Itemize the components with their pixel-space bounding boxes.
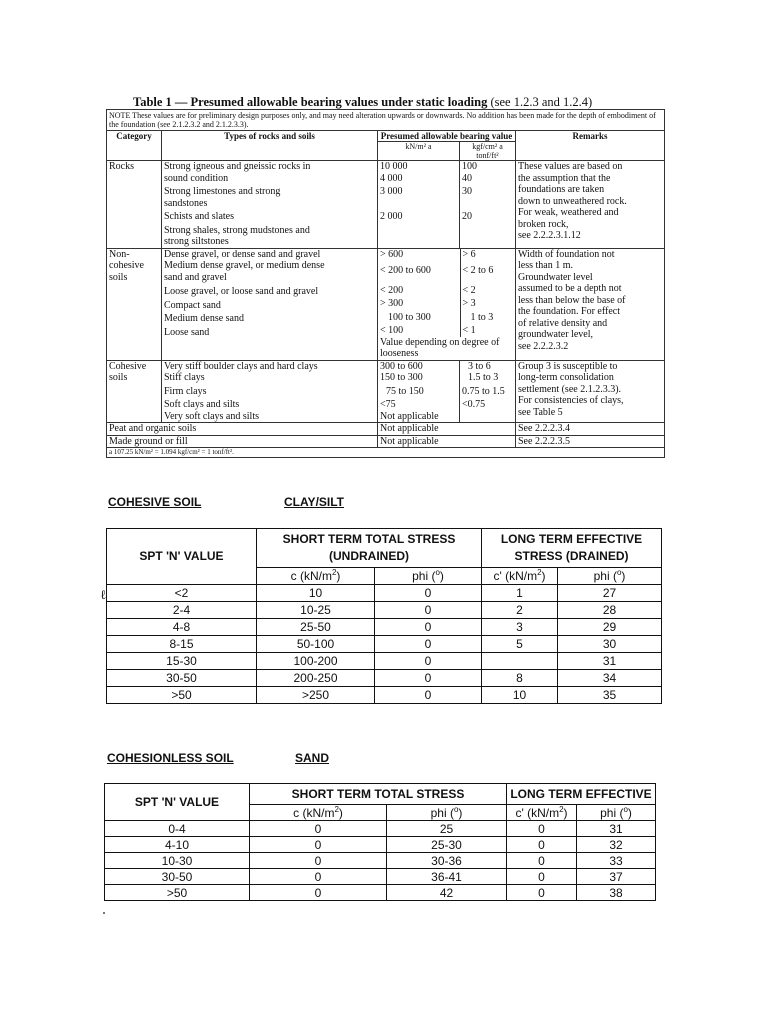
noncohesive-values bbox=[378, 248, 516, 360]
rock-type: sandstones bbox=[164, 197, 208, 209]
cohesive-types bbox=[162, 360, 378, 423]
table-row bbox=[107, 602, 662, 619]
phi-eff-header: phi ($^o$) bbox=[558, 568, 662, 585]
header-types: Types of rocks and soils bbox=[162, 131, 378, 161]
soil-type: Very stiff boulder clays and hard clays bbox=[164, 360, 318, 372]
value: > 3 bbox=[462, 298, 476, 309]
table-row bbox=[107, 585, 662, 602]
phi-eff-value: 30 bbox=[558, 636, 662, 653]
c-eff-value: 0 bbox=[507, 821, 577, 837]
rock-type: Schists and slates bbox=[164, 211, 234, 222]
scan-speck bbox=[103, 912, 105, 914]
remark-line: Groundwater level bbox=[518, 271, 593, 283]
cohesive-remarks bbox=[516, 360, 665, 423]
c-eff-header-text: c' (kN/m bbox=[515, 805, 560, 820]
category-line: soils bbox=[109, 372, 128, 383]
noncohesive-depending: Value depending on degree of looseness bbox=[380, 336, 500, 359]
soil-type: Soft clays and silts bbox=[164, 399, 240, 410]
noncohesive-types bbox=[162, 248, 378, 360]
value: > 6 bbox=[462, 248, 476, 260]
value: 100 bbox=[462, 161, 477, 172]
table-row bbox=[107, 619, 662, 636]
phi-header: phi ($^o$) bbox=[387, 805, 507, 821]
table1-title bbox=[133, 95, 592, 110]
c-eff-value: 0 bbox=[507, 853, 577, 869]
c-eff-value: 1 bbox=[482, 585, 558, 602]
c-value: 50-100 bbox=[257, 636, 375, 653]
rocks-category: Rocks bbox=[107, 161, 162, 249]
noncohesive-category bbox=[107, 248, 162, 360]
soil-type: Stiff clays bbox=[164, 372, 205, 383]
cohesive-soil-heading: COHESIVE SOIL bbox=[108, 495, 202, 509]
value: < 200 bbox=[380, 284, 404, 296]
noncohesive-kgf bbox=[460, 249, 516, 337]
phi-eff-value: 28 bbox=[558, 602, 662, 619]
soil-type: Firm clays bbox=[164, 385, 207, 397]
remark-line: assumed to be a depth not bbox=[518, 283, 622, 294]
remark-line: For consistencies of clays, bbox=[518, 395, 624, 406]
made-ground-value: Not applicable bbox=[378, 435, 516, 448]
spt-value: 4-10 bbox=[105, 837, 250, 853]
value: 300 to 600 bbox=[380, 360, 423, 372]
value: > 300 bbox=[380, 298, 404, 309]
cohesive-kn bbox=[378, 360, 460, 423]
remark-line: long-term consolidation bbox=[518, 372, 614, 383]
value: 75 to 150 bbox=[386, 385, 424, 397]
remark-line: Group 3 is susceptible to bbox=[518, 360, 618, 372]
value: < 2 to 6 bbox=[462, 265, 494, 276]
spt-value: 4-8 bbox=[107, 619, 257, 636]
value: < 200 to 600 bbox=[380, 265, 431, 276]
spt-value: 2-4 bbox=[107, 602, 257, 619]
sand-heading: SAND bbox=[295, 751, 330, 765]
phi-eff-value: 31 bbox=[558, 653, 662, 670]
soil-type: Loose gravel, or loose sand and gravel bbox=[164, 286, 319, 297]
soil-type: Medium dense sand bbox=[164, 313, 244, 324]
rock-type: Strong igneous and gneissic rocks in bbox=[164, 161, 311, 172]
c-eff-header: c' $(kN/m^2)$ bbox=[482, 568, 558, 585]
phi-value: 0 bbox=[375, 653, 482, 670]
table-row bbox=[107, 653, 662, 670]
noncohesive-kn bbox=[378, 249, 460, 337]
cohesionless-soil-heading: COHESIONLESS SOIL bbox=[107, 751, 234, 765]
value: 3 000 bbox=[380, 186, 403, 197]
remark-line: see 2.2.2.3.2 bbox=[518, 340, 569, 352]
remark-line: groundwater level, bbox=[518, 329, 593, 340]
table-row bbox=[105, 821, 656, 837]
spt-value: 15-30 bbox=[107, 653, 257, 670]
c-value: 0 bbox=[250, 821, 387, 837]
remark-line: of relative density and bbox=[518, 317, 608, 329]
soil-type: Loose sand bbox=[164, 326, 210, 338]
phi-value: 0 bbox=[375, 602, 482, 619]
bearing-values-table bbox=[106, 109, 665, 458]
peat-row bbox=[107, 423, 665, 436]
rocks-types bbox=[162, 161, 378, 249]
value: < 2 bbox=[462, 284, 476, 296]
header-presumed: Presumed allowable bearing value bbox=[378, 131, 516, 142]
c-value: 25-50 bbox=[257, 619, 375, 636]
spt-value: 0-4 bbox=[105, 821, 250, 837]
value: 1.5 to 3 bbox=[468, 372, 499, 383]
peat-value: Not applicable bbox=[378, 423, 516, 436]
value: 30 bbox=[462, 186, 472, 197]
phi-value: 0 bbox=[375, 687, 482, 704]
remark-line: see Table 5 bbox=[518, 406, 563, 418]
phi-value: 42 bbox=[387, 885, 507, 901]
value: 20 bbox=[462, 210, 472, 222]
cohesionless-soil-table bbox=[104, 783, 656, 901]
value: 2 000 bbox=[380, 210, 403, 222]
c-header-text: c (kN/m bbox=[293, 805, 335, 820]
value: 10 000 bbox=[380, 161, 408, 172]
value: <75 bbox=[380, 399, 396, 410]
phi-value: 25-30 bbox=[387, 837, 507, 853]
spt-value: <2 bbox=[107, 585, 257, 602]
table-row bbox=[107, 636, 662, 653]
table-row bbox=[105, 837, 656, 853]
noncohesive-row bbox=[107, 248, 665, 360]
table-row bbox=[105, 869, 656, 885]
header-unit-kgf: kgf/cm² a tonf/ft² bbox=[460, 142, 516, 161]
phi-value: 36-41 bbox=[387, 869, 507, 885]
c-eff-value: 2 bbox=[482, 602, 558, 619]
soil-type: Very soft clays and silts bbox=[164, 410, 259, 422]
c-value: 10 bbox=[257, 585, 375, 602]
c-eff-value: 5 bbox=[482, 636, 558, 653]
rocks-kgf bbox=[460, 161, 516, 249]
soil-type: Compact sand bbox=[164, 299, 221, 311]
category-line: Non- bbox=[109, 248, 130, 260]
value: 4 000 bbox=[380, 172, 403, 184]
value: 3 to 6 bbox=[468, 360, 491, 372]
category-line: Cohesive bbox=[109, 360, 147, 372]
remark-line: less than below the base of bbox=[518, 294, 626, 306]
phi-eff-value: 32 bbox=[577, 837, 656, 853]
c-eff-value: 8 bbox=[482, 670, 558, 687]
phi-eff-value: 34 bbox=[558, 670, 662, 687]
remark-line: settlement (see 2.1.2.3.3). bbox=[518, 383, 622, 395]
rock-type: sound condition bbox=[164, 172, 229, 184]
c-header: c $(kN/m^2)$ bbox=[257, 568, 375, 585]
c-eff-value: 3 bbox=[482, 619, 558, 636]
c-header-text: c (kN/m bbox=[290, 569, 332, 583]
spt-value: >50 bbox=[107, 687, 257, 704]
remark-line: These values are based on bbox=[518, 161, 623, 172]
phi-value: 25 bbox=[387, 821, 507, 837]
category-line: soils bbox=[109, 271, 128, 283]
phi-value: 0 bbox=[375, 619, 482, 636]
phi-eff-header: phi ($^o$) bbox=[577, 805, 656, 821]
short-term-header: SHORT TERM TOTAL STRESS bbox=[250, 784, 507, 805]
peat-label: Peat and organic soils bbox=[107, 423, 378, 436]
value: < 1 bbox=[462, 325, 476, 336]
c-value: 0 bbox=[250, 885, 387, 901]
table-row bbox=[105, 853, 656, 869]
c-value: >250 bbox=[257, 687, 375, 704]
phi-eff-value: 35 bbox=[558, 687, 662, 704]
phi-value: 0 bbox=[375, 636, 482, 653]
value: < 100 bbox=[380, 325, 404, 336]
c-value: 0 bbox=[250, 853, 387, 869]
c-eff-header-text: c' (kN/m bbox=[493, 569, 538, 583]
noncohesive-remarks bbox=[516, 248, 665, 360]
header-unit-kn: kN/m² a bbox=[378, 142, 460, 161]
c-value: 200-250 bbox=[257, 670, 375, 687]
phi-eff-value: 38 bbox=[577, 885, 656, 901]
spt-value: 30-50 bbox=[105, 869, 250, 885]
c-eff-value bbox=[482, 653, 558, 670]
long-term-header: LONG TERM EFFECTIVE bbox=[507, 784, 656, 805]
cohesive-category bbox=[107, 360, 162, 423]
spt-value: 30-50 bbox=[107, 670, 257, 687]
spt-header: SPT 'N' VALUE bbox=[105, 784, 250, 821]
category-line: cohesive bbox=[109, 260, 144, 271]
table1-footnote: a 107.25 kN/m² = 1.094 kgf/cm² = 1 tonf/ft². bbox=[107, 448, 665, 458]
phi-eff-value: 37 bbox=[577, 869, 656, 885]
made-ground-row bbox=[107, 435, 665, 448]
phi-value: 30-36 bbox=[387, 853, 507, 869]
made-ground-remark: See 2.2.2.3.5 bbox=[516, 435, 665, 448]
value: 100 to 300 bbox=[388, 311, 431, 323]
remark-line: the foundation. For effect bbox=[518, 306, 621, 317]
c-eff-value: 0 bbox=[507, 837, 577, 853]
remark-line: the assumption that the bbox=[518, 172, 611, 184]
c-eff-value: 0 bbox=[507, 869, 577, 885]
phi-eff-value: 29 bbox=[558, 619, 662, 636]
c-value: 0 bbox=[250, 869, 387, 885]
rocks-kn bbox=[378, 161, 460, 249]
phi-header-text: phi ( bbox=[412, 569, 436, 583]
phi-value: 0 bbox=[375, 670, 482, 687]
phi-header-text: phi ( bbox=[430, 805, 454, 820]
remark-line: see 2.2.2.3.1.12 bbox=[518, 230, 581, 241]
c-value: 10-25 bbox=[257, 602, 375, 619]
rocks-remarks bbox=[516, 161, 665, 249]
table1-title-ref: (see 1.2.3 and 1.2.4) bbox=[487, 95, 593, 109]
c-header: c $(kN/m^2)$ bbox=[250, 805, 387, 821]
value: Not applicable bbox=[380, 410, 439, 422]
remark-line: less than 1 m. bbox=[518, 260, 573, 271]
table-row bbox=[107, 687, 662, 704]
table-row bbox=[107, 670, 662, 687]
value: 40 bbox=[462, 172, 472, 184]
phi-eff-header-text: phi ( bbox=[600, 805, 624, 820]
c-value: 0 bbox=[250, 837, 387, 853]
remark-line: down to unweathered rock. bbox=[518, 195, 627, 207]
short-term-header: SHORT TERM TOTAL STRESS (UNDRAINED) bbox=[257, 529, 482, 568]
soil-type: sand and gravel bbox=[164, 271, 227, 283]
remark-line: Width of foundation not bbox=[518, 248, 615, 260]
value: 150 to 300 bbox=[380, 372, 423, 383]
rocks-row bbox=[107, 161, 665, 249]
remark-line: foundations are taken bbox=[518, 184, 605, 195]
rock-type: Strong shales, strong mudstones and bbox=[164, 224, 310, 236]
clay-silt-heading: CLAY/SILT bbox=[284, 495, 345, 509]
remark-line: For weak, weathered and bbox=[518, 207, 619, 218]
c-eff-value: 10 bbox=[482, 687, 558, 704]
header-category: Category bbox=[107, 131, 162, 161]
table1-title-bold: Table 1 — Presumed allowable bearing values under static loading bbox=[133, 95, 488, 109]
phi-eff-value: 31 bbox=[577, 821, 656, 837]
c-value: 100-200 bbox=[257, 653, 375, 670]
long-term-header: LONG TERM EFFECTIVE STRESS (DRAINED) bbox=[482, 529, 662, 568]
margin-mark: ℓ bbox=[100, 587, 107, 602]
value: 1 to 3 bbox=[470, 311, 494, 323]
c-eff-value: 0 bbox=[507, 885, 577, 901]
table-row bbox=[105, 885, 656, 901]
phi-header: phi ($^o$) bbox=[375, 568, 482, 585]
soil-type: Dense gravel, or dense sand and gravel bbox=[164, 248, 321, 260]
cohesive-row bbox=[107, 360, 665, 423]
value: 0.75 to 1.5 bbox=[462, 385, 505, 397]
peat-remark: See 2.2.2.3.4 bbox=[516, 423, 665, 436]
header-remarks: Remarks bbox=[516, 131, 665, 161]
spt-value: >50 bbox=[105, 885, 250, 901]
phi-value: 0 bbox=[375, 585, 482, 602]
phi-eff-header-text: phi ( bbox=[593, 569, 617, 583]
rock-type: Strong limestones and strong bbox=[164, 186, 281, 197]
noncohesive-values-grid bbox=[378, 249, 516, 360]
phi-eff-value: 27 bbox=[558, 585, 662, 602]
cohesive-kgf bbox=[460, 360, 516, 423]
made-ground-label: Made ground or fill bbox=[107, 435, 378, 448]
value: > 600 bbox=[380, 248, 404, 260]
remark-line: broken rock, bbox=[518, 218, 569, 230]
spt-header: SPT 'N' VALUE bbox=[107, 529, 257, 585]
cohesive-soil-table bbox=[106, 528, 662, 704]
soil-type: Medium dense gravel, or medium dense bbox=[164, 260, 325, 271]
spt-value: 10-30 bbox=[105, 853, 250, 869]
value: <0.75 bbox=[462, 399, 486, 410]
c-eff-header: c' $(kN/m^2)$ bbox=[507, 805, 577, 821]
rock-type: strong siltstones bbox=[164, 236, 229, 247]
table1-note: NOTE These values are for preliminary design purposes only, and may need alteration upwards or downwards. No addition has been made for the depth of embodiment of the foundation (see 2.1.2.3.2 and 2.1.2.3.3). bbox=[107, 110, 665, 131]
phi-eff-value: 33 bbox=[577, 853, 656, 869]
spt-value: 8-15 bbox=[107, 636, 257, 653]
